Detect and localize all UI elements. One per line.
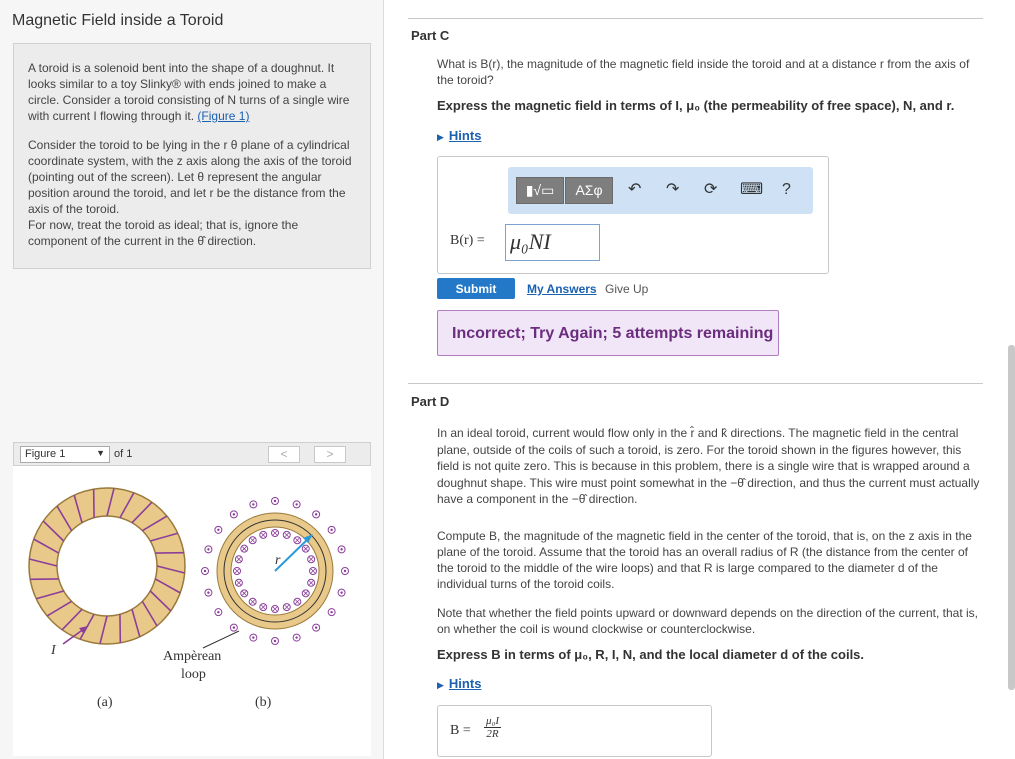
figure-caption-b: (b) <box>255 695 272 710</box>
part-c-answer-box <box>437 156 829 274</box>
part-c-question: What is B(r), the magnitude of the magnetic field inside the toroid and at a distance r from the axis of the toroid? <box>437 57 970 87</box>
next-figure-button[interactable]: > <box>314 446 346 463</box>
dropdown-arrow-icon: ▼ <box>96 448 105 458</box>
prev-figure-button[interactable]: < <box>268 446 300 463</box>
give-up-link[interactable]: Give Up <box>605 282 649 296</box>
help-icon[interactable]: ? <box>782 181 791 198</box>
answer-label: B = <box>450 723 471 738</box>
part-d-answer-box <box>437 705 712 757</box>
hints-link[interactable]: Hints <box>448 128 482 143</box>
intro-text-2b: For now, treat the toroid as ideal; that is, ignore the component of the current in the θ̂ direction. <box>28 218 299 248</box>
toroid-a <box>29 488 185 644</box>
problem-panel <box>0 0 384 759</box>
current-out-dot <box>217 529 219 531</box>
hints-link[interactable]: Hints <box>448 676 482 691</box>
part-d-label: Part D <box>411 394 450 409</box>
current-out-dot <box>207 591 209 593</box>
current-out-dot <box>340 548 342 550</box>
answer-panel <box>385 0 1015 759</box>
greek-symbols-button[interactable]: ΑΣφ <box>565 177 613 204</box>
problem-title: Magnetic Field inside a Toroid <box>12 12 224 29</box>
current-out-dot <box>252 636 254 638</box>
intro-text-2a: Consider the toroid to be lying in the r θ plane of a cylindrical coordinate system, with the z axis along the axis of the toroid (pointing out of the screen). Let θ represent the angular position around the toroid, and let r be the distance from the axis of the toroid. <box>28 138 352 216</box>
current-out-dot <box>315 626 317 628</box>
expand-triangle-icon: ▶ <box>437 132 444 142</box>
toroid-b <box>202 498 349 649</box>
redo-icon[interactable]: ↷ <box>666 181 680 198</box>
part-d-hints[interactable] <box>437 676 481 691</box>
current-out-dot <box>315 513 317 515</box>
part-d-instruction: Express B in terms of μ₀, R, I, N, and the local diameter d of the coils. <box>437 647 865 662</box>
radius-label-r: r <box>275 553 281 568</box>
current-out-dot <box>204 570 206 572</box>
intro-paragraph-1 <box>28 60 358 124</box>
amperean-label: Ampèrean <box>163 649 222 664</box>
current-out-dot <box>330 529 332 531</box>
current-out-dot <box>330 611 332 613</box>
part-c-hints[interactable] <box>437 128 481 143</box>
answer-input[interactable]: μ₀NI <box>505 224 600 261</box>
divider-middle <box>408 383 983 384</box>
part-d-paragraph-2: Compute B, the magnitude of the magnetic field in the center of the toroid, that is, on the z axis in the plane of the toroid. Assume that the toroid has an overall radius of R (the distance from the center of the toroid to the middle of the wire loops) and that R is large compared to the diameter d of the individual turns of the toroid coils. <box>437 529 972 591</box>
problem-intro <box>13 43 371 269</box>
answer-label: B(r) = <box>450 233 485 248</box>
expand-triangle-icon: ▶ <box>437 680 444 690</box>
current-out-dot <box>207 548 209 550</box>
current-out-dot <box>233 513 235 515</box>
undo-icon[interactable]: ↶ <box>628 181 642 198</box>
divider-top <box>408 18 983 19</box>
part-c-label: Part C <box>411 28 450 43</box>
figure-link[interactable]: (Figure 1) <box>197 109 250 123</box>
current-out-dot <box>295 636 297 638</box>
fraction-numerator: μ₀I <box>486 715 500 727</box>
current-label-I: I <box>51 643 56 658</box>
current-out-dot <box>252 503 254 505</box>
intro-text-1: A toroid is a solenoid bent into the shape of a doughnut. It looks similar to a toy Slinky® with ends joined to make a circle. Consider a toroid consisting of N turns of a single wire with current I flowing through it. <box>28 61 350 123</box>
figure-select-value: Figure 1 <box>25 448 66 460</box>
intro-paragraph-2 <box>28 137 358 249</box>
submit-button[interactable]: Submit <box>437 278 515 299</box>
part-c-instruction: Express the magnetic field in terms of I, μ₀ (the permeability of free space), N, and r. <box>437 98 955 113</box>
figure-toolbar <box>13 442 371 466</box>
feedback-message: Incorrect; Try Again; 5 attempts remaining <box>437 310 779 356</box>
page-scrollbar[interactable] <box>1008 345 1015 690</box>
figure-select[interactable] <box>20 446 110 463</box>
loop-label: loop <box>181 667 206 682</box>
figure-count: of 1 <box>114 448 133 460</box>
templates-button[interactable]: ▮√▭ <box>516 177 564 204</box>
keyboard-icon[interactable]: ⌨ <box>740 181 764 198</box>
current-out-dot <box>274 640 276 642</box>
current-out-dot <box>344 570 346 572</box>
toroid-figure <box>13 466 371 756</box>
fraction-denominator: 2R <box>486 728 499 740</box>
part-d-paragraph-1: In an ideal toroid, current would flow only in the r̂ and k̂ directions. The magnetic field in the central plane, outside of the coils of such a toroid, is zero. For the toroid shown in the figures however, this field is not quite zero. This is because in this problem, there is a single wire that is wrapped around a doughnut shape. This wire must point somewhat in the −θ̂ direction, and thus the current must actually have a component in the −θ̂ direction. <box>437 426 980 506</box>
current-out-dot <box>217 611 219 613</box>
my-answers-link[interactable]: My Answers <box>527 282 597 296</box>
equation-toolbar <box>508 167 813 214</box>
current-out-dot <box>233 626 235 628</box>
figure-image <box>13 466 371 756</box>
current-out-dot <box>295 503 297 505</box>
current-out-dot <box>274 500 276 502</box>
reset-icon[interactable]: ⟳ <box>704 181 718 198</box>
current-out-dot <box>340 591 342 593</box>
figure-caption-a: (a) <box>97 695 113 710</box>
answer-input[interactable] <box>484 715 501 740</box>
part-d-paragraph-3: Note that whether the field points upward or downward depends on the direction of the current, that is, on whether the coil is wound clockwise or counterclockwise. <box>437 606 978 636</box>
